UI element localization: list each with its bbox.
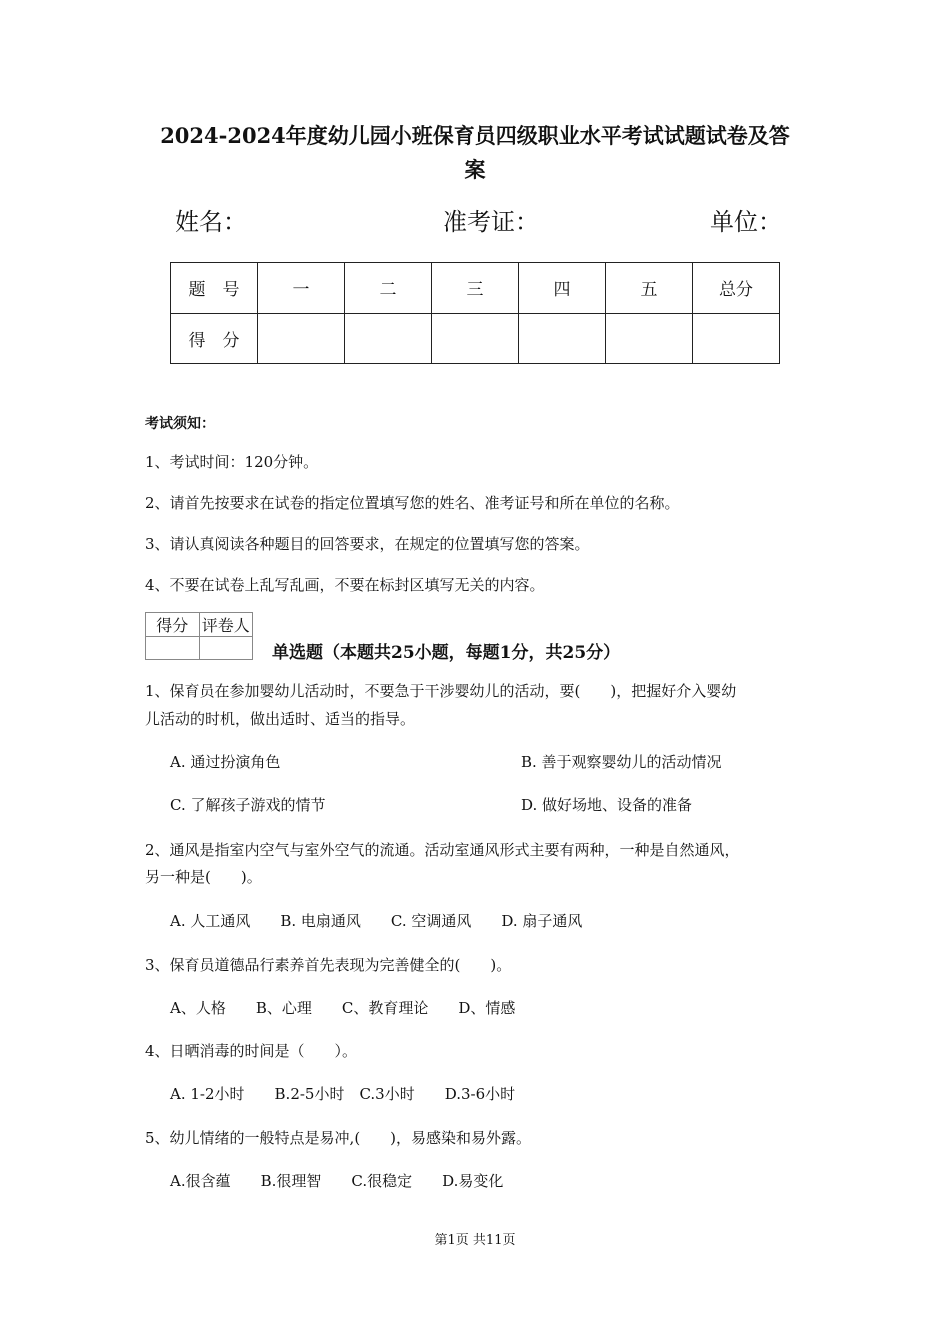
score-input-cell[interactable] — [693, 313, 780, 364]
name-label: 姓名： — [175, 208, 247, 236]
question-4-options[interactable]: A. 1-2小时 B.2-5小时 C.3小时 D.3-6小时 — [170, 1085, 516, 1103]
page-title-line1: 2024-2024年度幼儿园小班保育员四级职业水平考试试题试卷及答 — [160, 123, 790, 148]
score-table-header-row — [171, 263, 780, 314]
section-title: 单选题（本题共25小题，每题1分，共25分） — [272, 643, 621, 663]
score-table-cell: 总分 — [693, 263, 780, 314]
notice-item: 1、考试时间：120分钟。 — [145, 453, 319, 471]
score-table-cell: 四 — [519, 263, 606, 314]
grader-score-cell[interactable] — [146, 637, 200, 660]
question-5-options[interactable]: A.很含蕴 B.很理智 C.很稳定 D.易变化 — [170, 1172, 504, 1190]
score-table-cell: 五 — [606, 263, 693, 314]
score-input-cell[interactable] — [606, 313, 693, 364]
notice-title: 考试须知： — [145, 416, 215, 432]
score-table-cell: 二 — [345, 263, 432, 314]
score-input-cell[interactable] — [345, 313, 432, 364]
exam-id-label: 准考证： — [443, 208, 539, 236]
score-input-cell[interactable] — [258, 313, 345, 364]
question-1-option-c[interactable]: C. 了解孩子游戏的情节 — [170, 796, 326, 814]
question-3-line1: 3、保育员道德品行素养首先表现为完善健全的( )。 — [145, 956, 512, 974]
question-1-line1: 1、保育员在参加婴幼儿活动时，不要急于干涉婴幼儿的活动，要( )，把握好介入婴幼 — [145, 682, 737, 700]
score-input-cell[interactable] — [432, 313, 519, 364]
question-5-line1: 5、幼儿情绪的一般特点是易冲,( )，易感染和易外露。 — [145, 1129, 532, 1147]
grader-score-label: 得分 — [146, 613, 200, 637]
question-3-options[interactable]: A、人格 B、心理 C、教育理论 D、情感 — [170, 999, 516, 1017]
score-table-cell: 三 — [432, 263, 519, 314]
question-2-options[interactable]: A. 人工通风 B. 电扇通风 C. 空调通风 D. 扇子通风 — [170, 912, 583, 930]
question-2-line1: 2、通风是指室内空气与室外空气的流通。活动室通风形式主要有两种，一种是自然通风， — [145, 841, 740, 859]
notice-item: 2、请首先按要求在试卷的指定位置填写您的姓名、准考证号和所在单位的名称。 — [145, 494, 680, 512]
score-table-cell: 得 分 — [171, 313, 258, 364]
question-2-line2: 另一种是( )。 — [145, 868, 262, 886]
question-4-line1: 4、日晒消毒的时间是（ ）。 — [145, 1042, 358, 1060]
score-table-cell: 题 号 — [171, 263, 258, 314]
grader-box — [145, 612, 253, 660]
question-1-option-a[interactable]: A. 通过扮演角色 — [170, 753, 281, 771]
score-table-score-row — [171, 313, 780, 364]
score-table — [170, 262, 780, 364]
notice-item: 4、不要在试卷上乱写乱画，不要在标封区填写无关的内容。 — [145, 576, 545, 594]
unit-label: 单位： — [710, 208, 782, 236]
notice-item: 3、请认真阅读各种题目的回答要求，在规定的位置填写您的答案。 — [145, 535, 590, 553]
question-1-option-b[interactable]: B. 善于观察婴幼儿的活动情况 — [521, 753, 722, 771]
page-footer: 第1页 共11页 — [434, 1233, 516, 1248]
question-1-option-d[interactable]: D. 做好场地、设备的准备 — [521, 796, 693, 814]
page-title-line2: 案 — [464, 157, 486, 182]
question-1-line2: 儿活动的时机，做出适时、适当的指导。 — [145, 710, 416, 728]
score-table-cell: 一 — [258, 263, 345, 314]
grader-name-label: 评卷人 — [199, 613, 253, 637]
score-input-cell[interactable] — [519, 313, 606, 364]
grader-name-cell[interactable] — [199, 637, 253, 660]
